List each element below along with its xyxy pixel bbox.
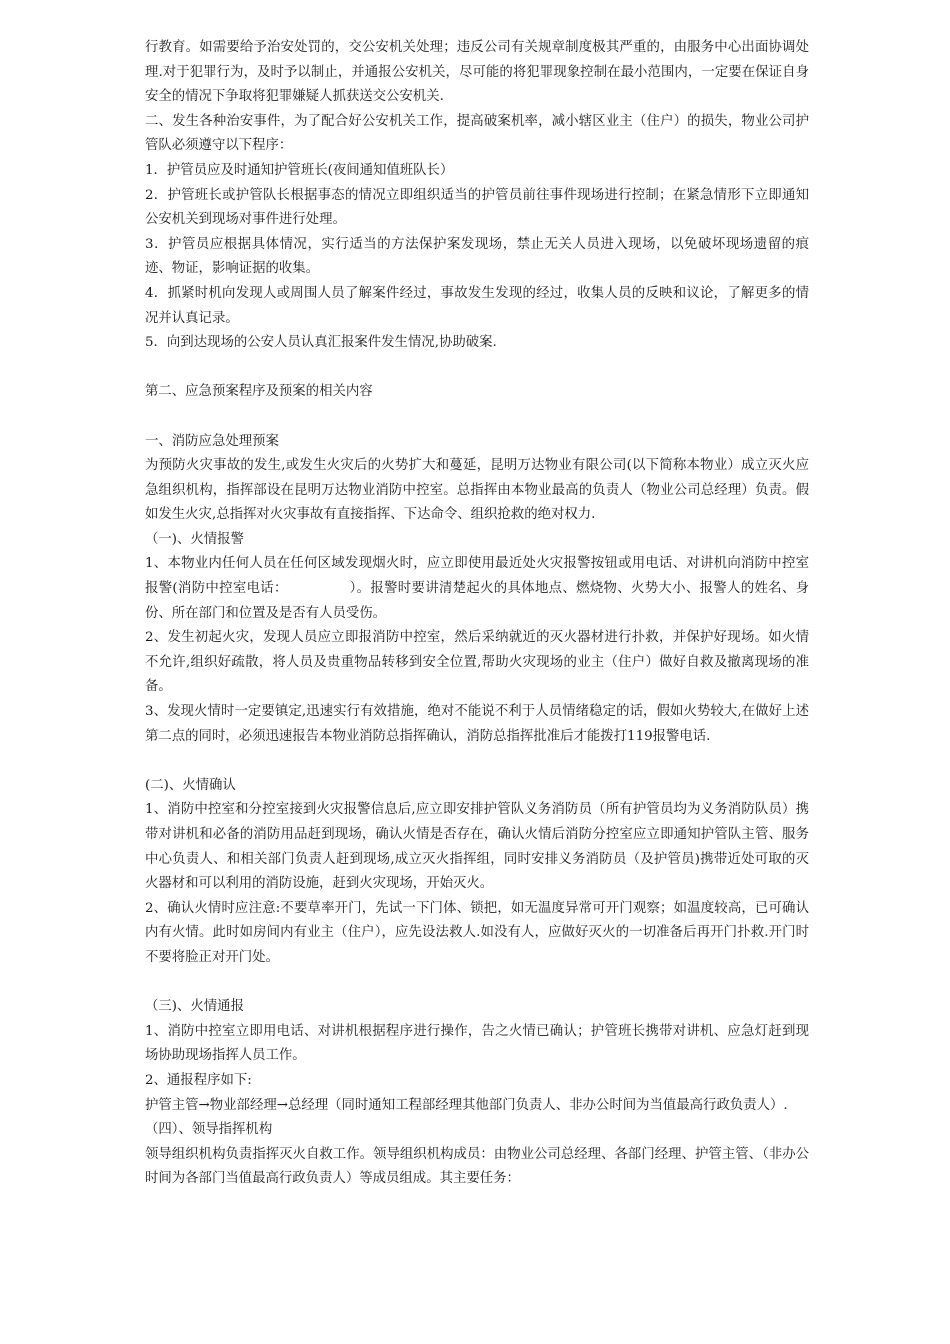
subsection-heading-fire-alarm: （一)、火情报警 xyxy=(145,531,244,547)
list-item: 2、确认火情时应注意:不要草率开门，先试一下门体、锁把，如无温度异常可开门观察；如温度较高，已可确认内有火情。此时如房间内有业主（住户），应先设法救人.如没有人，应做好灭火的一切准备后再开门扑救.开门时不要将脸正对开门处。 xyxy=(145,900,809,965)
list-item: 3、发现火情时一定要镇定,迅速实行有效措施，绝对不能说不利于人员情绪稳定的话，假如火势较大,在做好上述第二点的同时，必须迅速报告本物业消防总指挥确认，消防总指挥批准后才能拨打119报警电话. xyxy=(145,704,809,744)
section-heading-security-incidents: 二、发生各种治安事件，为了配合好公安机关工作，提高破案机率，减小辖区业主（住户）的损失，物业公司护管队必须遵守以下程序： xyxy=(145,113,809,154)
blank-line xyxy=(145,749,809,774)
chapter-heading: 第二、应急预案程序及预案的相关内容 xyxy=(145,384,373,400)
list-item: 4．抓紧时机向发现人或周围人员了解案件经过，事故发生发现的经过，收集人员的反映和议论，了解更多的情况并认真记录。 xyxy=(145,285,809,326)
list-item: 1、消防中控室和分控室接到火灾报警信息后,应立即安排护管队义务消防员（所有护管员均为义务消防队员）携带对讲机和必备的消防用品赶到现场，确认火情是否存在，确认火情后消防分控室应立即通知护管队主管、服务中心负责人、和相关部门负责人赶到现场,成立灭火指挥组，同时安排义务消防员（及护管员)携带近处可取的灭火器材和可以利用的消防设施，赶到火灾现场，开始灭火。 xyxy=(145,802,809,892)
list-item: 2、发生初起火灾，发现人员应立即报消防中控室，然后采纳就近的灭火器材进行扑救，并保护好现场。如火情不允许,组织好疏散，将人员及贵重物品转移到安全位置,帮助火灾现场的业主（住户）做好自救及撤离现场的准备。 xyxy=(145,630,809,695)
blank-line xyxy=(145,971,809,996)
list-item: 3．护管员应根据具体情况，实行适当的方法保护案发现场，禁止无关人员进入现场，以免破坏现场遗留的痕迹、物证，影响证据的收集。 xyxy=(145,236,809,277)
paragraph-continuation: 行教育。如需要给予治安处罚的，交公安机关处理；违反公司有关规章制度极其严重的，由服务中心出面协调处理.对于犯罪行为，及时予以制止，并通报公安机关，尽可能的将犯罪现象控制在最小范围内，一定要在保证自身安全的情况下争取将犯罪嫌疑人抓获送交公安机关. xyxy=(145,40,809,105)
section-heading-fire-plan: 一、消防应急处理预案 xyxy=(145,433,279,449)
list-item: 1、本物业内任何人员在任何区域发现烟火时，应立即使用最近处火灾报警按钮或用电话、对讲机向消防中控室报警(消防中控室电话： ）。报警时要讲清楚起火的具体地点、燃烧物、火势大小、报警人的姓名、身份、所在部门和位置及是否有人员受伤。 xyxy=(145,556,809,621)
subsection-heading-fire-report: （三)、火情通报 xyxy=(145,999,244,1015)
list-item: 1．护管员应及时通知护管班长(夜间通知值班队长） xyxy=(145,162,454,178)
list-item: 2、通报程序如下: xyxy=(145,1072,252,1088)
list-item: 1、消防中控室立即用电话、对讲机根据程序进行操作，告之火情已确认；护管班长携带对讲机、应急灯赶到现场协助现场指挥人员工作。 xyxy=(145,1023,809,1064)
document-body xyxy=(145,36,809,1192)
subsection-heading-fire-confirm: (二)、火情确认 xyxy=(145,777,236,793)
paragraph: 为预防火灾事故的发生,或发生火灾后的火势扩大和蔓延，昆明万达物业有限公司(以下简称本物业）成立灭火应急组织机构，指挥部设在昆明万达物业消防中控室。总指挥由本物业最高的负责人（物业公司总经理）负责。假如发生火灾,总指挥对火灾事故有直接指挥、下达命令、组织抢救的绝对权力. xyxy=(145,458,809,523)
blank-line xyxy=(145,405,809,430)
list-item: 2．护管班长或护管队长根据事态的情况立即组织适当的护管员前往事件现场进行控制；在紧急情形下立即通知公安机关到现场对事件进行处理。 xyxy=(145,187,809,228)
list-item: 5．向到达现场的公安人员认真汇报案件发生情况,协助破案. xyxy=(145,335,497,351)
paragraph: 护管主管→物业部经理→总经理（同时通知工程部经理其他部门负责人、非办公时间为当值最高行政负责人）. xyxy=(145,1097,788,1113)
subsection-heading-command: （四）、领导指挥机构 xyxy=(145,1122,273,1138)
blank-line xyxy=(145,356,809,381)
paragraph: 领导组织机构负责指挥灭火自救工作。领导组织机构成员：由物业公司总经理、各部门经理、护管主管、（非办公时间为各部门当值最高行政负责人）等成员组成。其主要任务： xyxy=(145,1146,809,1187)
